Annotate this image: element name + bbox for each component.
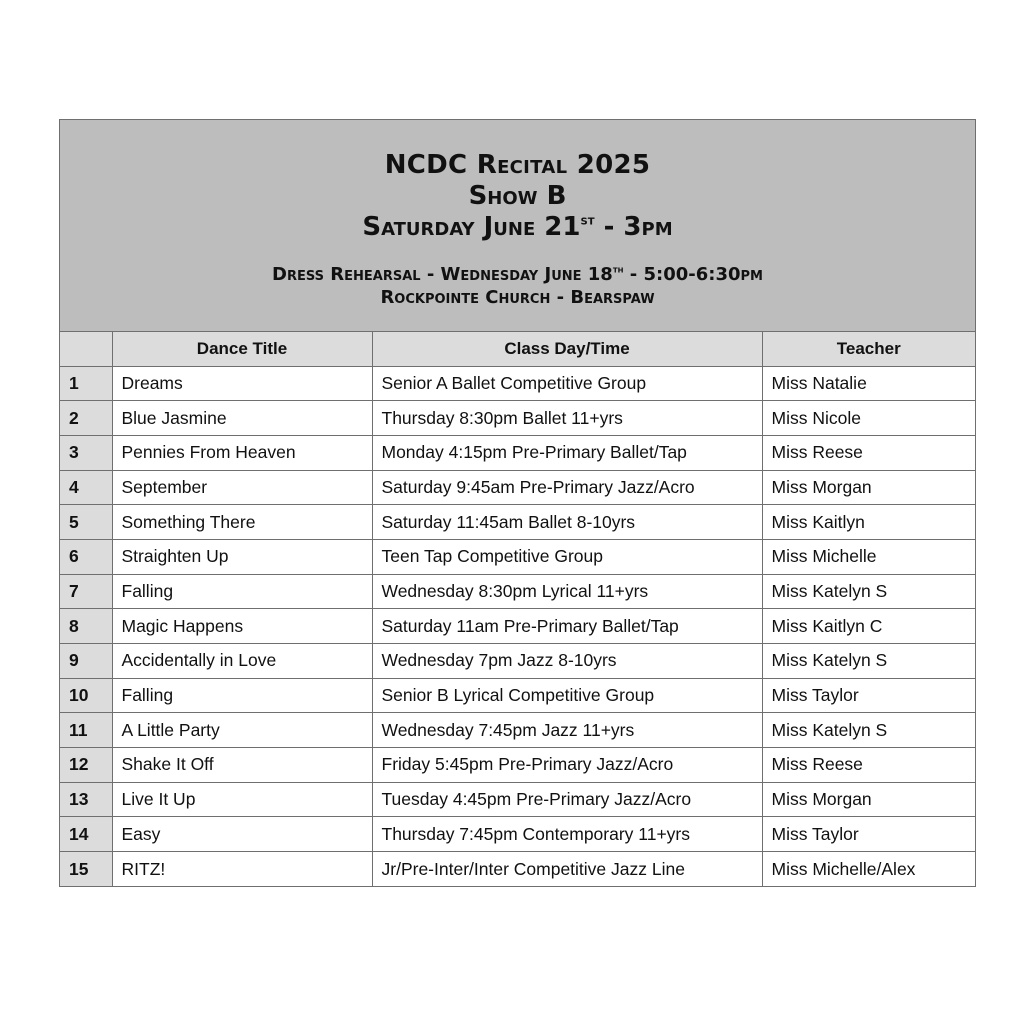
program-banner bbox=[60, 120, 975, 332]
class-time-cell: Thursday 7:45pm Contemporary 11+yrs bbox=[372, 817, 762, 852]
teacher-cell: Miss Katelyn S bbox=[762, 713, 975, 748]
row-number-cell: 15 bbox=[60, 852, 112, 887]
show-name: Show B bbox=[468, 181, 567, 211]
show-date-main: Saturday June 21 bbox=[362, 212, 581, 242]
dance-title-cell: Easy bbox=[112, 817, 372, 852]
table-row bbox=[60, 470, 975, 505]
class-time-cell: Senior B Lyrical Competitive Group bbox=[372, 678, 762, 713]
recital-title: NCDC Recital 2025 bbox=[384, 150, 651, 180]
table-row bbox=[60, 609, 975, 644]
class-time-cell: Wednesday 8:30pm Lyrical 11+yrs bbox=[372, 574, 762, 609]
teacher-cell: Miss Kaitlyn bbox=[762, 505, 975, 540]
teacher-cell: Miss Michelle/Alex bbox=[762, 852, 975, 887]
dance-title-cell: Accidentally in Love bbox=[112, 644, 372, 679]
dance-title-cell: A Little Party bbox=[112, 713, 372, 748]
table-header-row bbox=[60, 332, 975, 366]
class-time-cell: Teen Tap Competitive Group bbox=[372, 539, 762, 574]
venue: Rockpointe Church - Bearspaw bbox=[380, 287, 655, 308]
row-number-cell: 4 bbox=[60, 470, 112, 505]
dance-title-cell: Pennies From Heaven bbox=[112, 435, 372, 470]
teacher-cell: Miss Morgan bbox=[762, 470, 975, 505]
class-time-cell: Wednesday 7pm Jazz 8-10yrs bbox=[372, 644, 762, 679]
row-number-cell: 11 bbox=[60, 713, 112, 748]
table-row bbox=[60, 748, 975, 783]
table-row bbox=[60, 644, 975, 679]
table-row bbox=[60, 539, 975, 574]
teacher-cell: Miss Taylor bbox=[762, 678, 975, 713]
table-row bbox=[60, 713, 975, 748]
table-row bbox=[60, 505, 975, 540]
dress-rehearsal bbox=[60, 263, 975, 286]
table-row bbox=[60, 852, 975, 887]
row-number-cell: 7 bbox=[60, 574, 112, 609]
show-date-time: - 3pm bbox=[594, 212, 673, 242]
teacher-cell: Miss Reese bbox=[762, 748, 975, 783]
class-time-cell: Senior A Ballet Competitive Group bbox=[372, 366, 762, 401]
teacher-cell: Miss Nicole bbox=[762, 401, 975, 436]
teacher-cell: Miss Michelle bbox=[762, 539, 975, 574]
row-number-cell: 8 bbox=[60, 609, 112, 644]
dance-table bbox=[60, 332, 975, 886]
class-time-cell: Tuesday 4:45pm Pre-Primary Jazz/Acro bbox=[372, 782, 762, 817]
show-date-suffix: st bbox=[580, 212, 595, 229]
class-time-cell: Wednesday 7:45pm Jazz 11+yrs bbox=[372, 713, 762, 748]
row-number-cell: 14 bbox=[60, 817, 112, 852]
rehearsal-time: - 5:00-6:30pm bbox=[623, 264, 763, 285]
class-time-cell: Thursday 8:30pm Ballet 11+yrs bbox=[372, 401, 762, 436]
column-header-dance-title: Dance Title bbox=[112, 332, 372, 366]
recital-program bbox=[59, 119, 976, 887]
teacher-cell: Miss Taylor bbox=[762, 817, 975, 852]
row-number-cell: 10 bbox=[60, 678, 112, 713]
dance-title-cell: Something There bbox=[112, 505, 372, 540]
dance-title-cell: Falling bbox=[112, 574, 372, 609]
teacher-cell: Miss Reese bbox=[762, 435, 975, 470]
class-time-cell: Saturday 11am Pre-Primary Ballet/Tap bbox=[372, 609, 762, 644]
table-row bbox=[60, 401, 975, 436]
row-number-cell: 1 bbox=[60, 366, 112, 401]
dance-title-cell: Blue Jasmine bbox=[112, 401, 372, 436]
table-row bbox=[60, 782, 975, 817]
dance-title-cell: Live It Up bbox=[112, 782, 372, 817]
column-header-number bbox=[60, 332, 112, 366]
rehearsal-suffix: th bbox=[612, 264, 624, 276]
table-row bbox=[60, 678, 975, 713]
dance-title-cell: Falling bbox=[112, 678, 372, 713]
class-time-cell: Jr/Pre-Inter/Inter Competitive Jazz Line bbox=[372, 852, 762, 887]
teacher-cell: Miss Morgan bbox=[762, 782, 975, 817]
column-header-class: Class Day/Time bbox=[372, 332, 762, 366]
show-date bbox=[60, 212, 975, 243]
class-time-cell: Monday 4:15pm Pre-Primary Ballet/Tap bbox=[372, 435, 762, 470]
table-row bbox=[60, 435, 975, 470]
row-number-cell: 6 bbox=[60, 539, 112, 574]
row-number-cell: 9 bbox=[60, 644, 112, 679]
table-row bbox=[60, 366, 975, 401]
teacher-cell: Miss Katelyn S bbox=[762, 644, 975, 679]
rehearsal-main: Dress Rehearsal - Wednesday June 18 bbox=[272, 264, 613, 285]
row-number-cell: 13 bbox=[60, 782, 112, 817]
row-number-cell: 5 bbox=[60, 505, 112, 540]
dance-title-cell: Magic Happens bbox=[112, 609, 372, 644]
table-row bbox=[60, 817, 975, 852]
row-number-cell: 3 bbox=[60, 435, 112, 470]
dance-title-cell: RITZ! bbox=[112, 852, 372, 887]
row-number-cell: 12 bbox=[60, 748, 112, 783]
dance-title-cell: Straighten Up bbox=[112, 539, 372, 574]
teacher-cell: Miss Natalie bbox=[762, 366, 975, 401]
column-header-teacher: Teacher bbox=[762, 332, 975, 366]
table-row bbox=[60, 574, 975, 609]
class-time-cell: Friday 5:45pm Pre-Primary Jazz/Acro bbox=[372, 748, 762, 783]
teacher-cell: Miss Kaitlyn C bbox=[762, 609, 975, 644]
dance-title-cell: Dreams bbox=[112, 366, 372, 401]
row-number-cell: 2 bbox=[60, 401, 112, 436]
dance-title-cell: Shake It Off bbox=[112, 748, 372, 783]
class-time-cell: Saturday 11:45am Ballet 8-10yrs bbox=[372, 505, 762, 540]
teacher-cell: Miss Katelyn S bbox=[762, 574, 975, 609]
dance-title-cell: September bbox=[112, 470, 372, 505]
class-time-cell: Saturday 9:45am Pre-Primary Jazz/Acro bbox=[372, 470, 762, 505]
